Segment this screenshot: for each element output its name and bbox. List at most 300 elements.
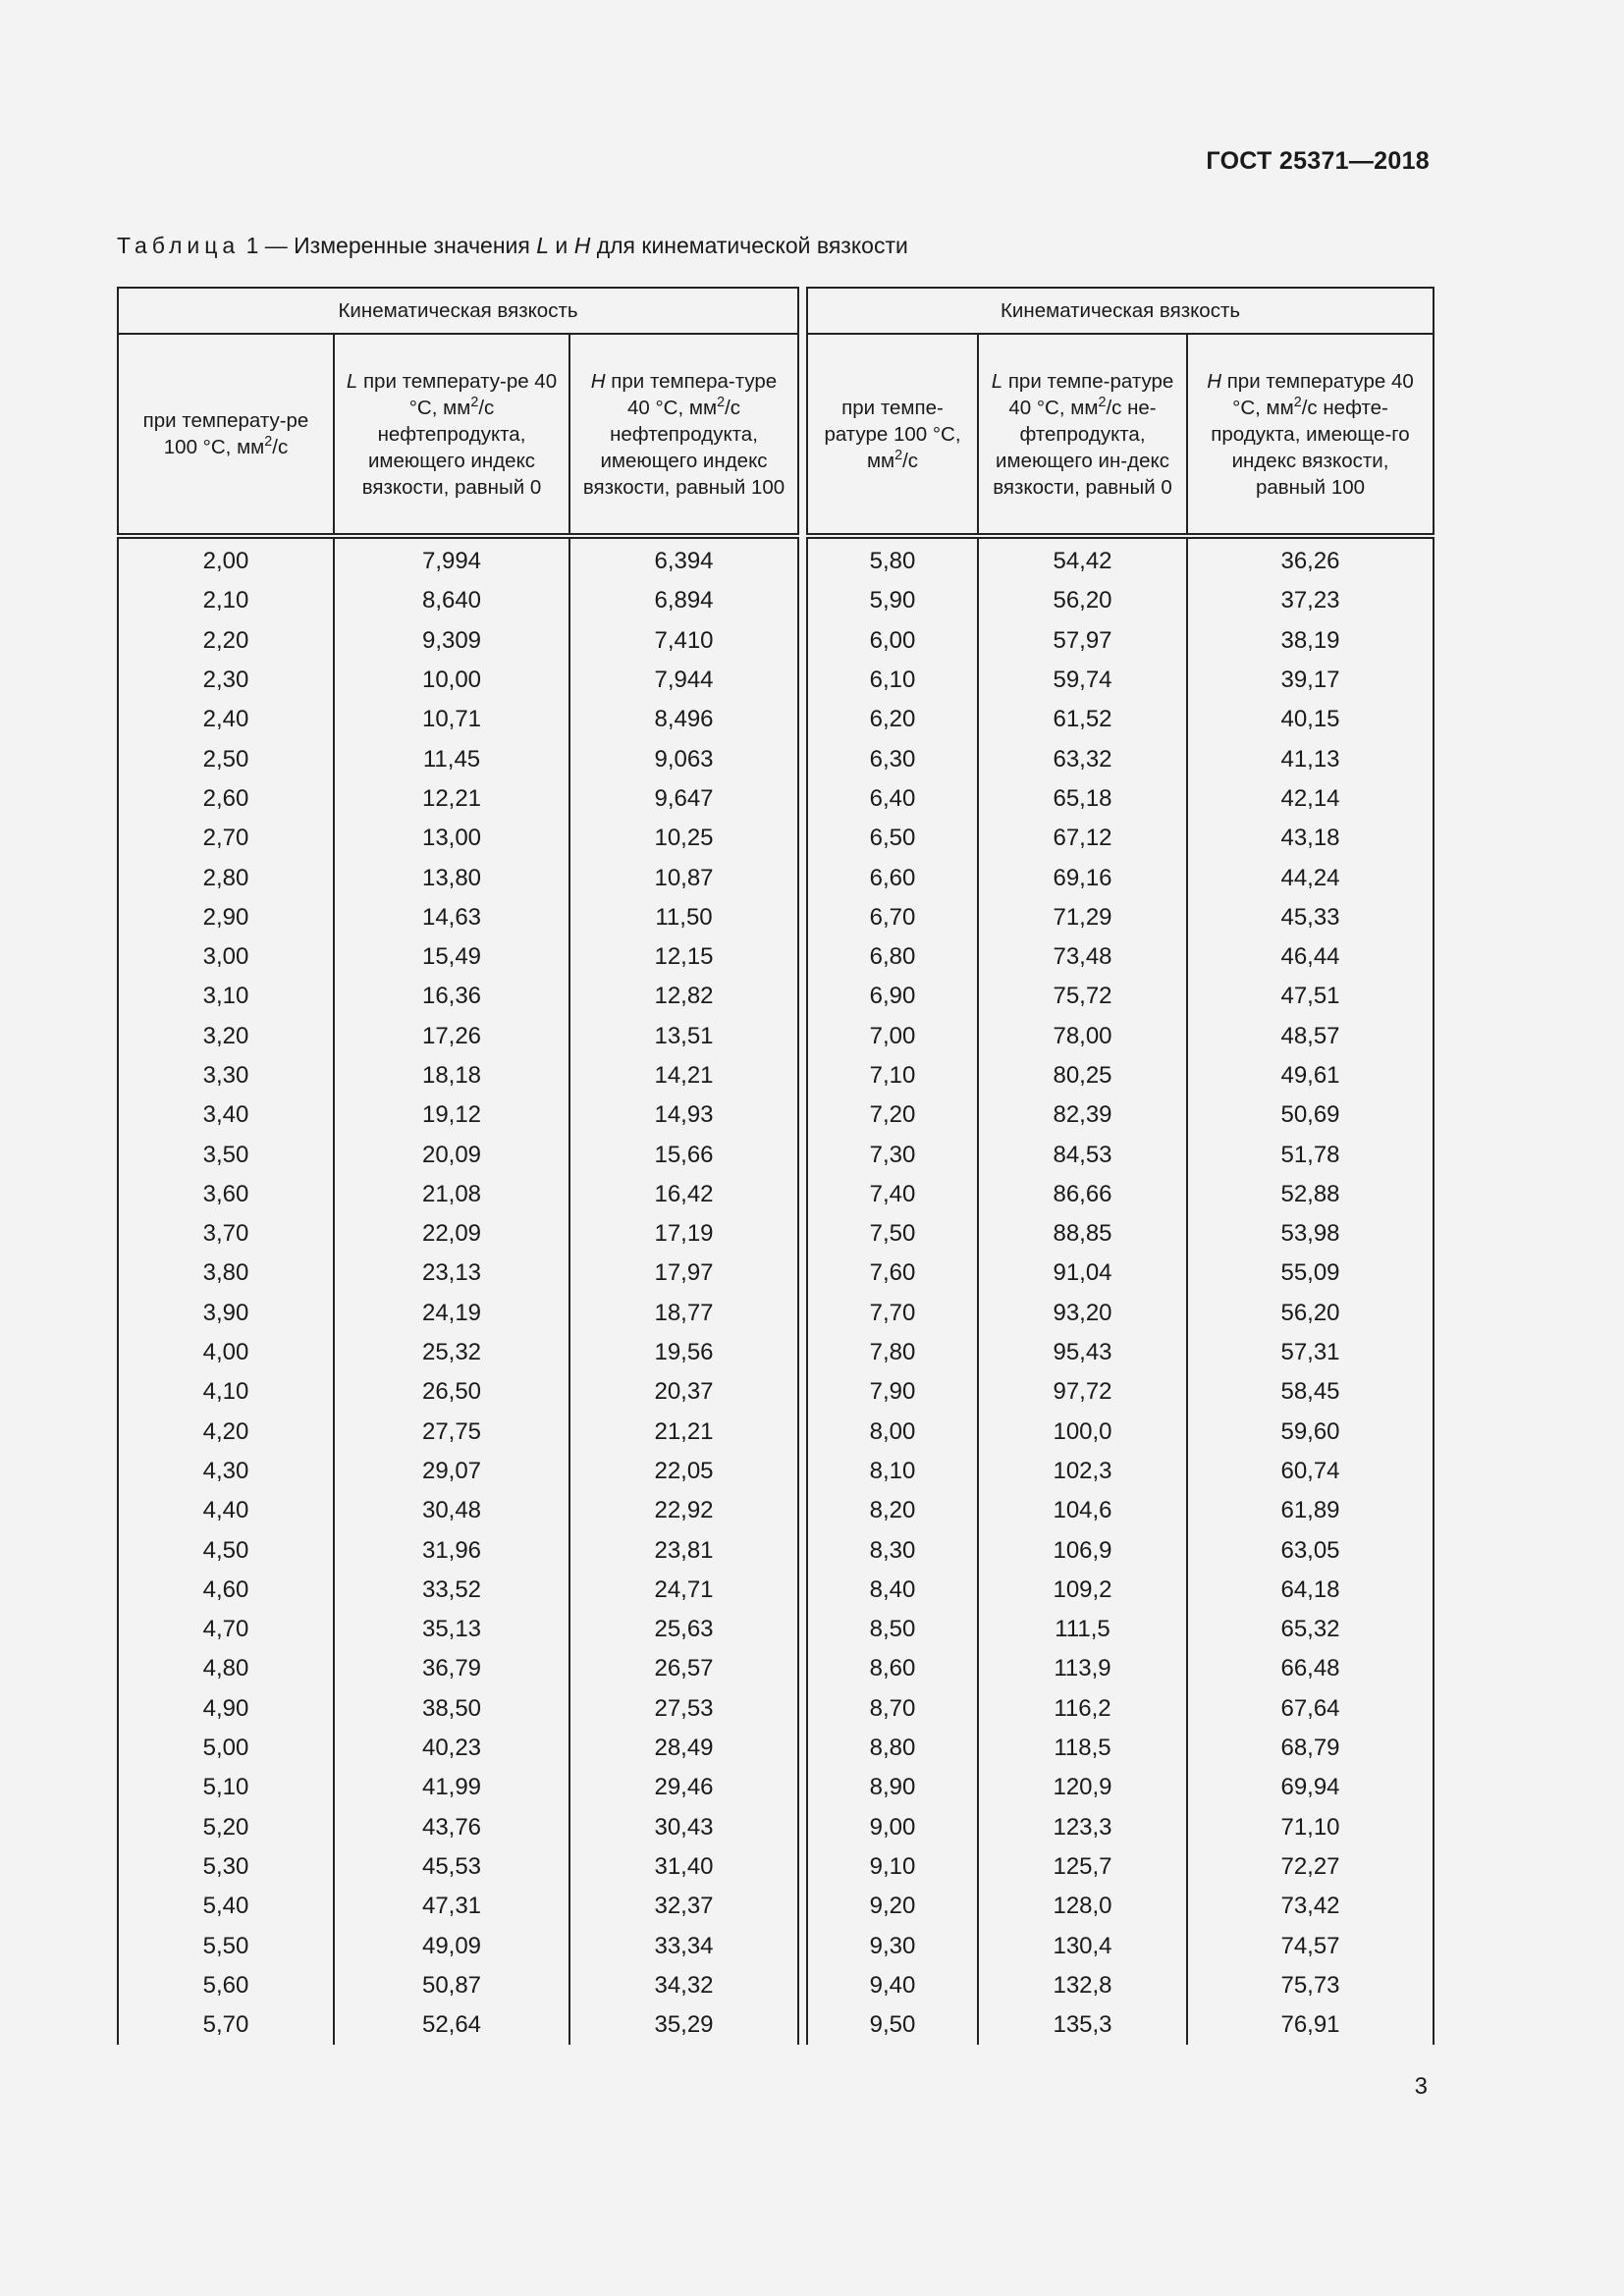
table-cell: 128,0 <box>978 1887 1187 1926</box>
table-cell: 2,30 <box>118 661 334 700</box>
table-row <box>118 1135 798 1174</box>
column-header-post: /с <box>902 449 919 472</box>
table-cell: 123,3 <box>978 1808 1187 1847</box>
table-cell: 2,60 <box>118 779 334 819</box>
table-row <box>807 1887 1434 1926</box>
table-cell: 10,00 <box>334 661 569 700</box>
table-cell: 73,48 <box>978 937 1187 977</box>
table-cell: 6,10 <box>807 661 978 700</box>
table-cell: 9,50 <box>807 2005 978 2045</box>
table-cell: 56,20 <box>978 581 1187 620</box>
table-row <box>118 1056 798 1095</box>
table-cell: 48,57 <box>1187 1017 1434 1056</box>
table-cell: 4,30 <box>118 1452 334 1491</box>
table-cell: 71,29 <box>978 898 1187 937</box>
table-cell: 40,15 <box>1187 700 1434 739</box>
table-cell: 7,00 <box>807 1017 978 1056</box>
viscosity-table-left <box>117 287 799 2045</box>
column-header-sup: 2 <box>1098 394 1107 410</box>
table-cell: 3,20 <box>118 1017 334 1056</box>
column-header-main: при температу-ре 100 °C, мм <box>142 409 309 458</box>
table-cell: 113,9 <box>978 1649 1187 1688</box>
table-cell: 19,56 <box>569 1333 798 1372</box>
table-row <box>807 1610 1434 1649</box>
column-header-post: /с нефтепродукта, имеющего индекс вязкости, равный 0 <box>361 396 542 499</box>
column-header-symbol: L <box>991 369 1003 393</box>
table-cell: 8,30 <box>807 1530 978 1570</box>
table-row <box>118 1372 798 1412</box>
table-row <box>807 1926 1434 1965</box>
table-cell: 20,37 <box>569 1372 798 1412</box>
table-row <box>807 1729 1434 1768</box>
table-cell: 132,8 <box>978 1966 1187 2005</box>
table-cell: 50,69 <box>1187 1095 1434 1135</box>
table-cell: 4,70 <box>118 1610 334 1649</box>
table-cell: 26,50 <box>334 1372 569 1412</box>
table-row <box>118 1175 798 1214</box>
column-header-sup: 2 <box>894 447 903 463</box>
table-row <box>807 1768 1434 1807</box>
column-header <box>118 334 334 536</box>
column-header-post: /с не-фтепродукта, имеющего ин-декс вязкости, равный 0 <box>993 396 1172 499</box>
table-row <box>118 858 798 897</box>
table-cell: 27,75 <box>334 1413 569 1452</box>
table-row <box>807 858 1434 897</box>
table-cell: 5,40 <box>118 1887 334 1926</box>
table-row <box>118 937 798 977</box>
table-cell: 69,94 <box>1187 1768 1434 1807</box>
table-cell: 4,20 <box>118 1413 334 1452</box>
caption-L: L <box>536 233 550 258</box>
table-cell: 2,80 <box>118 858 334 897</box>
table-cell: 80,25 <box>978 1056 1187 1095</box>
table-row <box>807 621 1434 661</box>
table-cell: 6,394 <box>569 536 798 581</box>
table-row <box>807 1294 1434 1333</box>
table-cell: 45,53 <box>334 1847 569 1887</box>
table-row <box>118 1926 798 1965</box>
table-cell: 72,27 <box>1187 1847 1434 1887</box>
table-cell: 104,6 <box>978 1491 1187 1530</box>
column-header-sup: 2 <box>264 434 273 451</box>
table-cell: 10,87 <box>569 858 798 897</box>
table-cell: 38,19 <box>1187 621 1434 661</box>
table-cell: 43,18 <box>1187 819 1434 858</box>
table-cell: 6,30 <box>807 739 978 778</box>
table-cell: 9,063 <box>569 739 798 778</box>
column-header-main: при температу-ре 40 °C, мм <box>357 369 558 419</box>
table-cell: 6,50 <box>807 819 978 858</box>
table-cell: 25,32 <box>334 1333 569 1372</box>
table-row <box>807 1175 1434 1214</box>
table-row <box>118 1214 798 1254</box>
table-cell: 8,80 <box>807 1729 978 1768</box>
table-cell: 9,647 <box>569 779 798 819</box>
table-row <box>118 1808 798 1847</box>
table-row <box>807 1530 1434 1570</box>
table-row <box>807 1491 1434 1530</box>
table-row <box>118 2005 798 2045</box>
table-cell: 9,20 <box>807 1887 978 1926</box>
table-cell: 8,496 <box>569 700 798 739</box>
table-cell: 14,93 <box>569 1095 798 1135</box>
table-cell: 3,00 <box>118 937 334 977</box>
table-cell: 9,00 <box>807 1808 978 1847</box>
table-cell: 109,2 <box>978 1571 1187 1610</box>
table-row <box>807 1571 1434 1610</box>
table-row <box>118 1294 798 1333</box>
table-cell: 8,20 <box>807 1491 978 1530</box>
caption-H: H <box>573 233 591 258</box>
table-row <box>807 700 1434 739</box>
column-header-sup: 2 <box>717 394 726 410</box>
table-cell: 42,14 <box>1187 779 1434 819</box>
table-cell: 13,80 <box>334 858 569 897</box>
table-cell: 6,00 <box>807 621 978 661</box>
table-cell: 102,3 <box>978 1452 1187 1491</box>
table-cell: 18,18 <box>334 1056 569 1095</box>
table-row <box>807 779 1434 819</box>
caption-text-after: для кинематической вязкости <box>590 233 908 258</box>
table-cell: 6,20 <box>807 700 978 739</box>
table-caption <box>117 233 908 259</box>
table-row <box>807 1808 1434 1847</box>
standard-designation: ГОСТ 25371—2018 <box>1206 147 1430 175</box>
table-row <box>807 977 1434 1016</box>
viscosity-table-right <box>806 287 1435 2045</box>
table-cell: 4,50 <box>118 1530 334 1570</box>
table-cell: 15,49 <box>334 937 569 977</box>
table-cell: 23,13 <box>334 1254 569 1293</box>
table-cell: 91,04 <box>978 1254 1187 1293</box>
column-header-sup: 2 <box>1293 394 1302 410</box>
table-row <box>807 819 1434 858</box>
table-cell: 5,60 <box>118 1966 334 2005</box>
table-cell: 9,40 <box>807 1966 978 2005</box>
table-cell: 24,19 <box>334 1294 569 1333</box>
group-header-right: Кинематическая вязкость <box>807 288 1434 334</box>
table-cell: 22,09 <box>334 1214 569 1254</box>
table-cell: 135,3 <box>978 2005 1187 2045</box>
table-cell: 59,74 <box>978 661 1187 700</box>
table-cell: 11,45 <box>334 739 569 778</box>
table-cell: 3,90 <box>118 1294 334 1333</box>
table-row <box>118 819 798 858</box>
table-row <box>807 1649 1434 1688</box>
caption-text-before: — Измеренные значения <box>258 233 537 258</box>
table-cell: 51,78 <box>1187 1135 1434 1174</box>
table-cell: 7,944 <box>569 661 798 700</box>
column-header-symbol: H <box>590 369 606 393</box>
table-cell: 27,53 <box>569 1689 798 1729</box>
table-cell: 45,33 <box>1187 898 1434 937</box>
table-row <box>118 977 798 1016</box>
table-row <box>118 1333 798 1372</box>
table-cell: 17,97 <box>569 1254 798 1293</box>
table-cell: 2,10 <box>118 581 334 620</box>
table-row <box>118 1530 798 1570</box>
table-cell: 63,32 <box>978 739 1187 778</box>
table-cell: 8,10 <box>807 1452 978 1491</box>
table-cell: 63,05 <box>1187 1530 1434 1570</box>
column-header-symbol: H <box>1207 369 1221 393</box>
table-cell: 7,410 <box>569 621 798 661</box>
table-cell: 16,42 <box>569 1175 798 1214</box>
table-cell: 106,9 <box>978 1530 1187 1570</box>
table-cell: 14,21 <box>569 1056 798 1095</box>
table-cell: 52,88 <box>1187 1175 1434 1214</box>
table-cell: 2,70 <box>118 819 334 858</box>
table-cell: 60,74 <box>1187 1452 1434 1491</box>
table-row <box>118 1571 798 1610</box>
table-cell: 4,80 <box>118 1649 334 1688</box>
table-row <box>807 937 1434 977</box>
table-row <box>807 1413 1434 1452</box>
table-cell: 31,96 <box>334 1530 569 1570</box>
table-cell: 100,0 <box>978 1413 1187 1452</box>
table-cell: 95,43 <box>978 1333 1187 1372</box>
table-cell: 4,60 <box>118 1571 334 1610</box>
table-cell: 4,40 <box>118 1491 334 1530</box>
table-row <box>807 898 1434 937</box>
table-cell: 7,80 <box>807 1333 978 1372</box>
table-cell: 3,80 <box>118 1254 334 1293</box>
column-header-main: при темпе-ратуре 40 °C, мм <box>1002 369 1174 419</box>
table-row <box>807 536 1434 581</box>
table-cell: 22,05 <box>569 1452 798 1491</box>
column-header <box>334 334 569 536</box>
table-cell: 8,70 <box>807 1689 978 1729</box>
table-cell: 69,16 <box>978 858 1187 897</box>
column-header-main: при температуре 40 °C, мм <box>1221 369 1414 419</box>
table-cell: 13,00 <box>334 819 569 858</box>
table-cell: 6,60 <box>807 858 978 897</box>
table-cell: 65,18 <box>978 779 1187 819</box>
table-row <box>807 1847 1434 1887</box>
table-cell: 47,31 <box>334 1887 569 1926</box>
table-cell: 5,70 <box>118 2005 334 2045</box>
table-cell: 2,40 <box>118 700 334 739</box>
column-header-sup: 2 <box>470 394 479 410</box>
table-cell: 19,12 <box>334 1095 569 1135</box>
table-row <box>807 661 1434 700</box>
table-cell: 30,48 <box>334 1491 569 1530</box>
table-cell: 55,09 <box>1187 1254 1434 1293</box>
table-cell: 120,9 <box>978 1768 1187 1807</box>
table-cell: 3,60 <box>118 1175 334 1214</box>
table-cell: 3,10 <box>118 977 334 1016</box>
table-cell: 5,00 <box>118 1729 334 1768</box>
table-cell: 4,90 <box>118 1689 334 1729</box>
table-cell: 6,40 <box>807 779 978 819</box>
table-cell: 35,29 <box>569 2005 798 2045</box>
table-cell: 10,25 <box>569 819 798 858</box>
table-row <box>807 1966 1434 2005</box>
table-row <box>118 661 798 700</box>
table-cell: 37,23 <box>1187 581 1434 620</box>
table-cell: 6,894 <box>569 581 798 620</box>
table-cell: 44,24 <box>1187 858 1434 897</box>
table-row <box>118 1768 798 1807</box>
table-cell: 73,42 <box>1187 1887 1434 1926</box>
table-cell: 8,60 <box>807 1649 978 1688</box>
table-cell: 21,21 <box>569 1413 798 1452</box>
column-header-main: при темпе-ратуре 100 °C, мм <box>824 396 961 472</box>
caption-and: и <box>549 233 574 258</box>
table-cell: 13,51 <box>569 1017 798 1056</box>
table-cell: 40,23 <box>334 1729 569 1768</box>
table-cell: 29,46 <box>569 1768 798 1807</box>
table-cell: 7,10 <box>807 1056 978 1095</box>
table-cell: 88,85 <box>978 1214 1187 1254</box>
table-cell: 20,09 <box>334 1135 569 1174</box>
table-cell: 23,81 <box>569 1530 798 1570</box>
table-cell: 28,49 <box>569 1729 798 1768</box>
table-cell: 65,32 <box>1187 1610 1434 1649</box>
table-cell: 8,90 <box>807 1768 978 1807</box>
table-row <box>807 1689 1434 1729</box>
table-cell: 31,40 <box>569 1847 798 1887</box>
table-cell: 35,13 <box>334 1610 569 1649</box>
table-row <box>807 1095 1434 1135</box>
page-number: 3 <box>1414 2073 1428 2100</box>
table-cell: 67,12 <box>978 819 1187 858</box>
table-cell: 7,994 <box>334 536 569 581</box>
table-row <box>118 1610 798 1649</box>
table-row <box>118 1966 798 2005</box>
table-cell: 2,20 <box>118 621 334 661</box>
table-cell: 26,57 <box>569 1649 798 1688</box>
table-row <box>807 1452 1434 1491</box>
table-cell: 97,72 <box>978 1372 1187 1412</box>
table-cell: 56,20 <box>1187 1294 1434 1333</box>
column-header-post: /с <box>272 436 289 458</box>
table-cell: 75,73 <box>1187 1966 1434 2005</box>
table-cell: 84,53 <box>978 1135 1187 1174</box>
group-header-left: Кинематическая вязкость <box>118 288 798 334</box>
table-cell: 57,31 <box>1187 1333 1434 1372</box>
table-cell: 5,20 <box>118 1808 334 1847</box>
table-cell: 3,50 <box>118 1135 334 1174</box>
table-row <box>118 700 798 739</box>
table-cell: 36,26 <box>1187 536 1434 581</box>
table-cell: 61,89 <box>1187 1491 1434 1530</box>
table-cell: 12,21 <box>334 779 569 819</box>
table-cell: 74,57 <box>1187 1926 1434 1965</box>
table-row <box>118 1095 798 1135</box>
table-cell: 111,5 <box>978 1610 1187 1649</box>
table-cell: 66,48 <box>1187 1649 1434 1688</box>
table-cell: 38,50 <box>334 1689 569 1729</box>
table-cell: 41,99 <box>334 1768 569 1807</box>
table-cell: 9,309 <box>334 621 569 661</box>
table-cell: 5,10 <box>118 1768 334 1807</box>
table-row <box>118 1729 798 1768</box>
table-cell: 50,87 <box>334 1966 569 2005</box>
table-cell: 10,71 <box>334 700 569 739</box>
column-header <box>569 334 798 536</box>
table-cell: 43,76 <box>334 1808 569 1847</box>
table-cell: 118,5 <box>978 1729 1187 1768</box>
table-cell: 2,90 <box>118 898 334 937</box>
table-cell: 76,91 <box>1187 2005 1434 2045</box>
table-cell: 8,640 <box>334 581 569 620</box>
table-cell: 3,40 <box>118 1095 334 1135</box>
table-row <box>807 581 1434 620</box>
table-cell: 7,90 <box>807 1372 978 1412</box>
table-row <box>807 1056 1434 1095</box>
table-cell: 17,19 <box>569 1214 798 1254</box>
table-row <box>807 1254 1434 1293</box>
column-header-symbol: L <box>346 369 358 393</box>
table-cell: 6,90 <box>807 977 978 1016</box>
table-cell: 3,70 <box>118 1214 334 1254</box>
table-cell: 3,30 <box>118 1056 334 1095</box>
table-cell: 53,98 <box>1187 1214 1434 1254</box>
table-cell: 7,70 <box>807 1294 978 1333</box>
table-row <box>118 1847 798 1887</box>
column-header-main: при темпера-туре 40 °C, мм <box>605 369 778 419</box>
table-cell: 75,72 <box>978 977 1187 1016</box>
column-header <box>1187 334 1434 536</box>
table-cell: 22,92 <box>569 1491 798 1530</box>
table-cell: 15,66 <box>569 1135 798 1174</box>
table-cell: 67,64 <box>1187 1689 1434 1729</box>
column-header-post: /с нефте-продукта, имеюще-го индекс вязкости, равный 100 <box>1211 396 1410 499</box>
table-cell: 4,10 <box>118 1372 334 1412</box>
table-row <box>118 1689 798 1729</box>
table-cell: 58,45 <box>1187 1372 1434 1412</box>
table-row <box>118 621 798 661</box>
caption-number: 1 <box>245 233 259 258</box>
table-cell: 8,40 <box>807 1571 978 1610</box>
column-header <box>807 334 978 536</box>
table-cell: 71,10 <box>1187 1808 1434 1847</box>
table-cell: 93,20 <box>978 1294 1187 1333</box>
table-row <box>807 1214 1434 1254</box>
table-cell: 64,18 <box>1187 1571 1434 1610</box>
table-cell: 4,00 <box>118 1333 334 1372</box>
table-cell: 5,30 <box>118 1847 334 1887</box>
table-cell: 8,50 <box>807 1610 978 1649</box>
table-cell: 49,09 <box>334 1926 569 1965</box>
table-cell: 2,50 <box>118 739 334 778</box>
column-header-post: /с нефтепродукта, имеющего индекс вязкости, равный 100 <box>582 396 785 499</box>
table-row <box>807 1135 1434 1174</box>
table-cell: 24,71 <box>569 1571 798 1610</box>
table-cell: 21,08 <box>334 1175 569 1214</box>
table-cell: 52,64 <box>334 2005 569 2045</box>
table-row <box>118 1254 798 1293</box>
table-cell: 47,51 <box>1187 977 1434 1016</box>
viscosity-table <box>117 287 1431 2045</box>
table-row <box>118 1413 798 1452</box>
table-cell: 36,79 <box>334 1649 569 1688</box>
table-row <box>807 1333 1434 1372</box>
table-row <box>118 536 798 581</box>
table-cell: 34,32 <box>569 1966 798 2005</box>
table-cell: 6,80 <box>807 937 978 977</box>
table-cell: 12,82 <box>569 977 798 1016</box>
table-cell: 5,90 <box>807 581 978 620</box>
table-cell: 33,34 <box>569 1926 798 1965</box>
table-cell: 82,39 <box>978 1095 1187 1135</box>
table-row <box>118 1452 798 1491</box>
table-cell: 18,77 <box>569 1294 798 1333</box>
table-row <box>118 581 798 620</box>
caption-prefix: Таблица <box>117 233 241 258</box>
table-cell: 11,50 <box>569 898 798 937</box>
